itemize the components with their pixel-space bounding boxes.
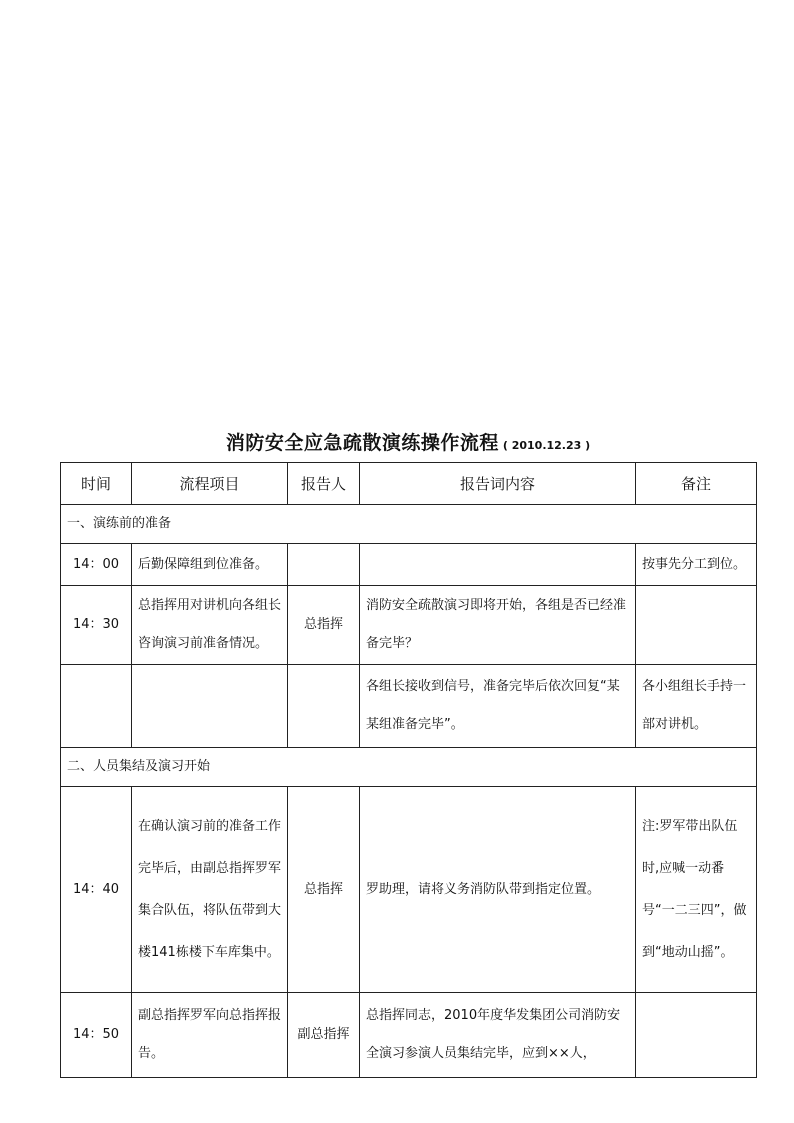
table-row (61, 544, 757, 586)
cell-reporter: 总指挥 (288, 586, 360, 665)
document-title (60, 428, 756, 455)
section-row (61, 505, 757, 544)
cell-item (132, 665, 288, 748)
title-date: ( 2010.12.23 ) (502, 439, 591, 452)
cell-note (636, 586, 757, 665)
table-row (61, 586, 757, 665)
cell-content: 罗助理，请将义务消防队带到指定位置。 (360, 787, 636, 993)
table-row (61, 787, 757, 993)
cell-content (360, 544, 636, 586)
cell-content: 总指挥同志，2010年度华发集团公司消防安全演习参演人员集结完毕，应到××人， (360, 993, 636, 1078)
header-content: 报告词内容 (360, 463, 636, 505)
cell-reporter (288, 665, 360, 748)
cell-time: 14：00 (61, 544, 132, 586)
header-note: 备注 (636, 463, 757, 505)
drill-flow-table (60, 462, 757, 1078)
cell-item: 总指挥用对讲机向各组长咨询演习前准备情况。 (132, 586, 288, 665)
cell-time (61, 665, 132, 748)
section-row (61, 748, 757, 787)
cell-time: 14：50 (61, 993, 132, 1078)
cell-reporter (288, 544, 360, 586)
cell-note: 按事先分工到位。 (636, 544, 757, 586)
cell-note (636, 993, 757, 1078)
cell-reporter: 总指挥 (288, 787, 360, 993)
header-reporter: 报告人 (288, 463, 360, 505)
cell-item: 副总指挥罗军向总指挥报告。 (132, 993, 288, 1078)
cell-time: 14：40 (61, 787, 132, 993)
section-label: 一、演练前的准备 (61, 505, 757, 544)
cell-item: 后勤保障组到位准备。 (132, 544, 288, 586)
table-header-row (61, 463, 757, 505)
header-time: 时间 (61, 463, 132, 505)
cell-content: 各组长接收到信号，准备完毕后依次回复“某某组准备完毕”。 (360, 665, 636, 748)
table-row (61, 993, 757, 1078)
table-row (61, 665, 757, 748)
cell-reporter: 副总指挥 (288, 993, 360, 1078)
cell-time: 14：30 (61, 586, 132, 665)
cell-item: 在确认演习前的准备工作完毕后，由副总指挥罗军集合队伍，将队伍带到大楼141栋楼下车库集中。 (132, 787, 288, 993)
title-main: 消防安全应急疏散演练操作流程 (225, 432, 499, 454)
header-item: 流程项目 (132, 463, 288, 505)
cell-note: 各小组组长手持一部对讲机。 (636, 665, 757, 748)
cell-content: 消防安全疏散演习即将开始，各组是否已经准备完毕？ (360, 586, 636, 665)
section-label: 二、人员集结及演习开始 (61, 748, 757, 787)
cell-note: 注:罗军带出队伍时,应喊一动番号“一二三四”，做到“地动山摇”。 (636, 787, 757, 993)
